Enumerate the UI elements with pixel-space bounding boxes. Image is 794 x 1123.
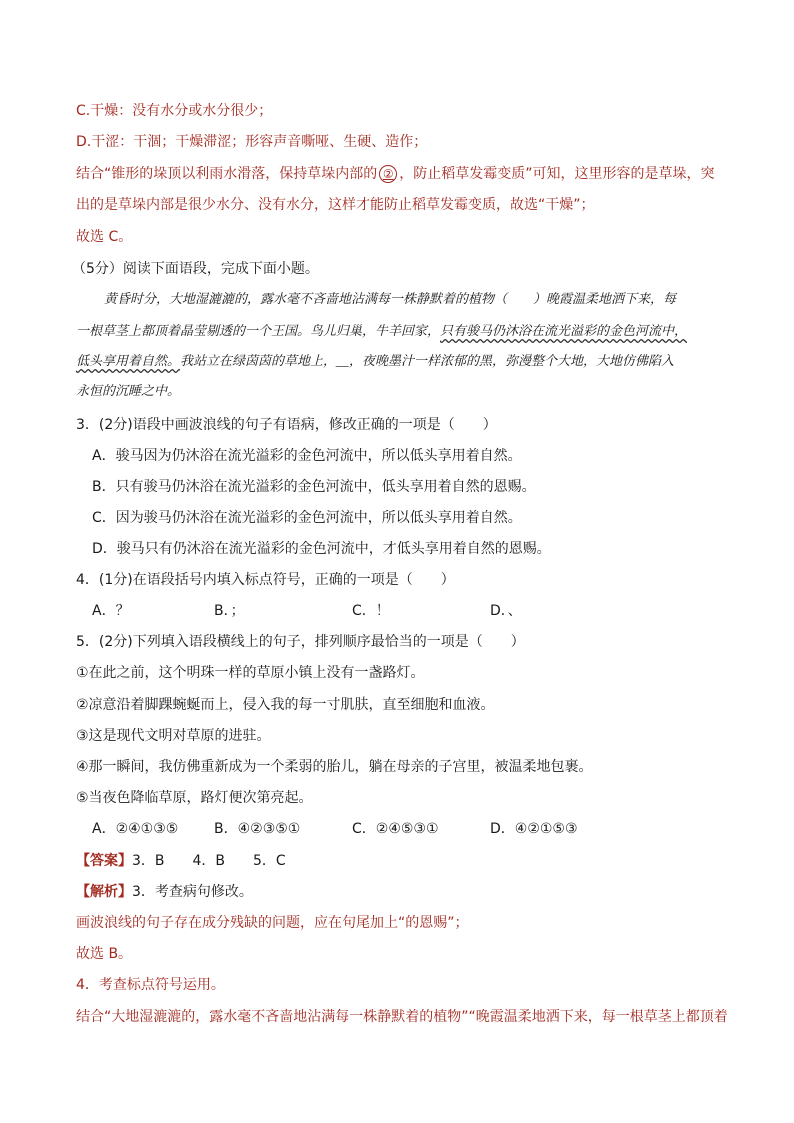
- sentence-4: ④那一瞬间，我仿佛重新成为一个柔弱的胎儿，躺在母亲的子宫里，被温柔地包裹。: [76, 759, 593, 775]
- analysis-line-3: 故选 B。: [76, 946, 133, 962]
- analysis-line: [76, 882, 253, 902]
- question-4-stem: 4．(1分)在语段括号内填入标点符号，正确的一项是（ ）: [76, 572, 455, 588]
- sentence-2: ②凉意沿着脚踝蜿蜒而上，侵入我的每一寸肌肤，直至细胞和血液。: [76, 697, 495, 713]
- question-5-option-b: B．④②③⑤①: [214, 821, 301, 837]
- question-3-option-d: D．骏马只有仍沐浴在流光溢彩的金色河流中，才低头享用着自然的恩赐。: [92, 541, 551, 557]
- passage-line3-text: 我站立在绿茵茵的草地上，＿，夜晚墨汁一样浓郁的黑，弥漫整个大地，大地仿佛陷入: [180, 354, 675, 369]
- answer-line: [76, 851, 286, 871]
- reading-instruction: （5分）阅读下面语段，完成下面小题。: [72, 261, 319, 277]
- question-3-stem: 3．(2分)语段中画波浪线的句子有语病，修改正确的一项是（ ）: [76, 417, 497, 433]
- question-5-option-a: A．②④①③⑤: [92, 821, 179, 837]
- question-3-option-b: B．只有骏马仍沐浴在流光溢彩的金色河流中，低头享用着自然的恩赐。: [92, 479, 536, 495]
- passage-line3: [76, 352, 716, 372]
- question-5-stem: 5．(2分)下列填入语段横线上的句子，排列顺序最恰当的一项是（ ）: [76, 634, 525, 650]
- analysis-tag: 【解析】: [76, 884, 132, 900]
- question-3-option-a: A．骏马因为仍沐浴在流光溢彩的金色河流中，所以低头享用着自然。: [92, 448, 522, 464]
- question-4-option-b: B．；: [214, 603, 245, 619]
- option-c-explanation: C.干燥：没有水分或水分很少；: [76, 103, 273, 119]
- passage-line2: [76, 322, 716, 342]
- sentence-1: ①在此之前，这个明珠一样的草原小镇上没有一盏路灯。: [76, 665, 425, 681]
- analysis-line-5: 结合“大地湿漉漉的，露水毫不吝啬地沾满每一株静默着的植物”“晚霞温柔地洒下来，每一根草茎上都顶着: [76, 1009, 728, 1025]
- sentence-3: ③这是现代文明对草原的进驻。: [76, 728, 271, 744]
- context-sentence-line2: 出的是草垛内部是很少水分、没有水分，这样才能防止稻草发霉变质，故选“干燥”；: [76, 197, 595, 213]
- answer-text: 3．B 4．B 5．C: [132, 853, 286, 869]
- question-4-option-a: A．？: [92, 603, 130, 619]
- passage-line2-text: 一根草茎上都顶着晶莹剔透的一个王国。鸟儿归巢，牛羊回家，: [76, 324, 441, 339]
- answer-tag: 【答案】: [76, 853, 132, 869]
- conclusion-c: 故选 C。: [76, 229, 133, 245]
- blank-marker-2: ②: [379, 165, 397, 183]
- analysis-line-2: 画波浪线的句子存在成分残缺的问题，应在句尾加上“的恩赐”；: [76, 915, 469, 931]
- passage-line1: 黄昏时分，大地湿漉漉的，露水毫不吝啬地沾满每一株静默着的植物（ ）晚霞温柔地洒下来，每: [104, 292, 677, 307]
- analysis-text: 3．考查病句修改。: [132, 884, 253, 900]
- analysis-line-4: 4．考查标点符号运用。: [76, 977, 225, 993]
- question-4-option-d: D．、: [490, 603, 522, 619]
- question-5-option-d: D．④②①⑤③: [490, 821, 578, 837]
- question-5-option-c: C．②④⑤③①: [352, 821, 439, 837]
- passage-line4: 永恒的沉睡之中。: [76, 384, 181, 399]
- context-text-b: ，防止稻草发霉变质”可知，这里形容的是草垛，突: [399, 166, 715, 182]
- context-sentence-line1: [76, 164, 715, 184]
- question-4-option-c: C．！: [352, 603, 390, 619]
- sentence-5: ⑤当夜色降临草原，路灯便次第亮起。: [76, 790, 313, 806]
- context-text-a: 结合“锥形的垛顶以利雨水滑落，保持草垛内部的: [76, 166, 378, 182]
- wavy-underlined-sentence-part2: 低头享用着自然。: [76, 354, 181, 369]
- wavy-underlined-sentence-part1: 只有骏马仍沐浴在流光溢彩的金色河流中，: [440, 324, 688, 339]
- question-3-option-c: C．因为骏马仍沐浴在流光溢彩的金色河流中，所以低头享用着自然。: [92, 510, 522, 526]
- option-d-explanation: D.干涩：干涸；干燥滞涩；形容声音嘶哑、生硬、造作；: [76, 134, 428, 150]
